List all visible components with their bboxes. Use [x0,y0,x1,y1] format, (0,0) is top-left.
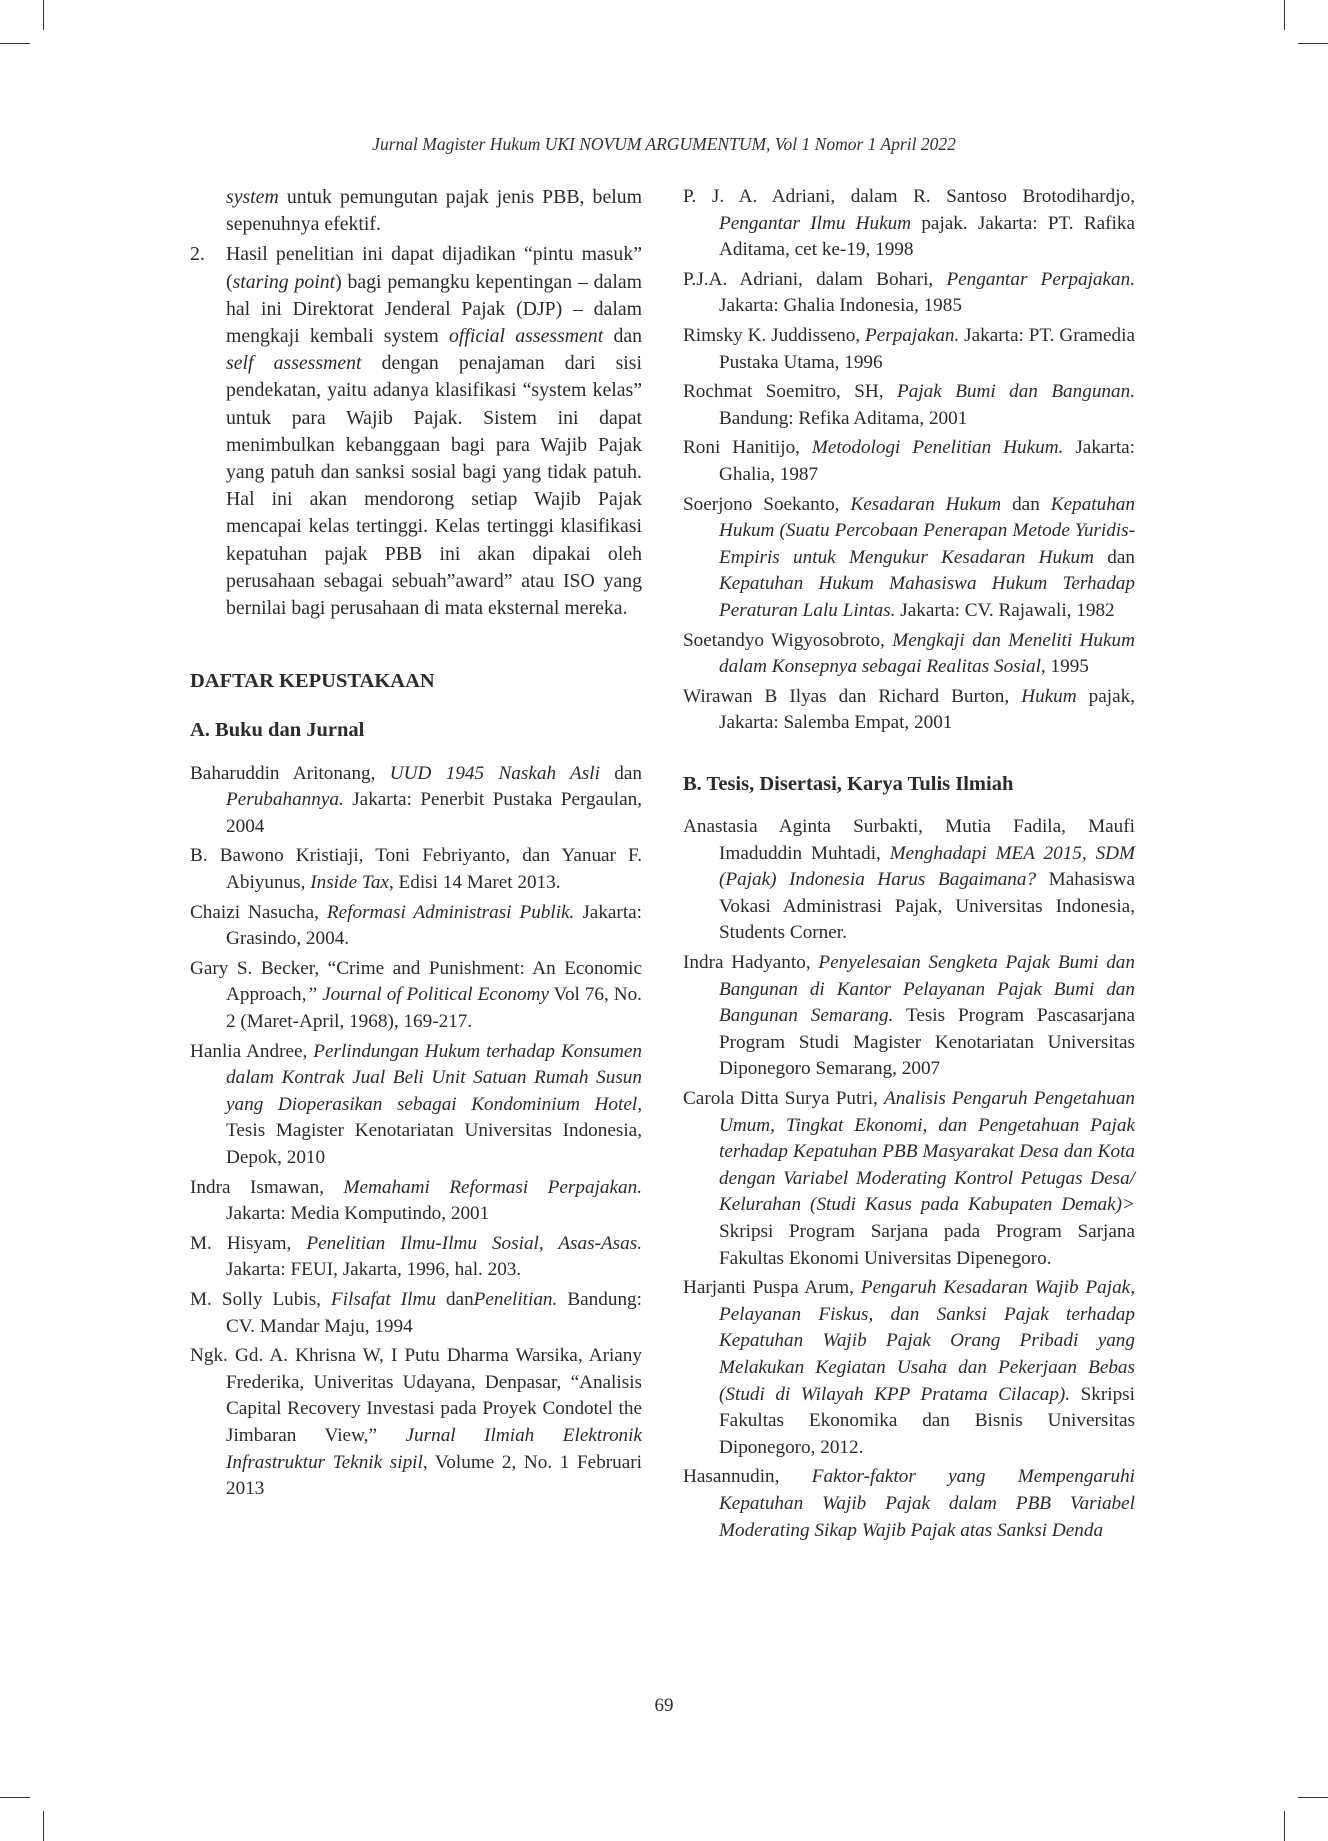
reference-entry: Soerjono Soekanto, Kesadaran Hukum dan Kepatuhan Hukum (Suatu Percobaan Penerapan Metode Yuridis-Empiris untuk Mengukur Kesadaran Hukum dan Kepatuhan Hukum Mahasiswa Hukum Terhadap Peraturan Lalu Lintas. Jakarta: CV. Rajawali, 1982 [683,493,1135,621]
reference-entry: Chaizi Nasucha, Reformasi Administrasi Publik. Jakarta: Grasindo, 2004. [190,901,642,950]
reference-entry: P. J. A. Adriani, dalam R. Santoso Brotodihardjo, Pengantar Ilmu Hukum pajak. Jakarta: PT. Rafika Aditama, cet ke-19, 1998 [683,186,1136,261]
heading-daftar-kepustakaan: DAFTAR KEPUSTAKAAN [190,670,435,693]
reference-entry: Soetandyo Wigyosobroto, Mengkaji dan Meneliti Hukum dalam Konsepnya sebagai Realitas Sosial, 1995 [683,629,1135,678]
reference-entry: Anastasia Aginta Surbakti, Mutia Fadila, Maufi Imaduddin Muhtadi, Menghadapi MEA 2015, SDM (Pajak) Indonesia Harus Bagaimana? Mahasiswa Vokasi Administrasi Pajak, Universitas Indonesia, Students Corner. [683,816,1136,944]
numbered-item-2 [190,241,642,622]
reference-entry: Hanlia Andree, Perlindungan Hukum terhadap Konsumen dalam Kontrak Jual Beli Unit Satuan Rumah Susun yang Dioperasikan sebagai Kondominium Hotel, Tesis Magister Kenotariatan Universitas Indonesia, Depok, 2010 [190,1040,642,1168]
reference-entry: Gary S. Becker, “Crime and Punishment: An Economic Approach,” Journal of Political Economy Vol 76, No. 2 (Maret-April, 1968), 169-217. [190,957,642,1032]
reference-entry: Carola Ditta Surya Putri, Analisis Pengaruh Pengetahuan Umum, Tingkat Ekonomi, dan Pengetahuan Pajak terhadap Kepatuhan PBB Masyarakat Desa dan Kota dengan Variabel Moderating Kontrol Petugas Desa/ Kelurahan (Studi Kasus pada Kabupaten Demak)> Skripsi Program Sarjana pada Program Sarjana Fakultas Ekonomi Universitas Dipenegoro. [683,1088,1136,1269]
crop-mark [1284,1811,1285,1841]
reference-entry: Roni Hanitijo, Metodologi Penelitian Hukum. Jakarta: Ghalia, 1987 [683,437,1135,485]
crop-mark [0,1797,30,1798]
continuation-paragraph: system untuk pemungutan pajak jenis PBB, belum sepenuhnya efektif. [226,186,642,236]
reference-entry: Rochmat Soemitro, SH, Pajak Bumi dan Bangunan. Bandung: Refika Aditama, 2001 [683,381,1135,429]
crop-mark [1284,0,1285,30]
reference-entry: B. Bawono Kristiaji, Toni Febriyanto, dan Yanuar F. Abiyunus, Inside Tax, Edisi 14 Maret 2013. [190,845,642,894]
heading-buku-dan-jurnal: A. Buku dan Jurnal [190,719,365,742]
reference-entry: M. Hisyam, Penelitian Ilmu-Ilmu Sosial, Asas-Asas. Jakarta: FEUI, Jakarta, 1996, hal. 203. [190,1232,643,1281]
reference-entry: Ngk. Gd. A. Khrisna W, I Putu Dharma Warsika, Ariany Frederika, Univeritas Udayana, Denpasar, “Analisis Capital Recovery Investasi pada Proyek Condotel the Jimbaran View,” Jurnal Ilmiah Elektronik Infrastruktur Teknik sipil, Volume 2, No. 1 Februari 2013 [190,1345,643,1500]
left-column [190,184,642,1503]
reference-entry: P.J.A. Adriani, dalam Bohari, Pengantar Perpajakan. Jakarta: Ghalia Indonesia, 1985 [683,268,1135,317]
reference-entry: Hasannudin, Faktor-faktor yang Mempengaruhi Kepatuhan Wajib Pajak dalam PBB Variabel Moderating Sikap Wajib Pajak atas Sanksi Denda [683,1466,1136,1541]
crop-mark [43,0,44,30]
reference-list-a [190,761,642,1503]
reference-entry: Wirawan B Ilyas dan Richard Burton, Hukum pajak, Jakarta: Salemba Empat, 2001 [683,685,1135,734]
item-text: Hasil penelitian ini dapat dijadikan “pintu masuk” (staring point) bagi pemangku kepentingan – dalam hal ini Direktorat Jenderal Pajak (DJP) – dalam mengkaji kembali system official assessment dan self assessment dengan penajaman dari sisi pendekatan, yaitu adanya klasifikasi “system kelas” untuk para Wajib Pajak. Sistem ini dapat menimbulkan kebanggaan bagi para Wajib Pajak yang patuh dan sanksi sosial bagi yang tidak patuh. Hal ini akan mendorong setiap Wajib Pajak mencapai kelas tertinggi. Kelas tertinggi klasifikasi kepatuhan pajak PBB ini akan dipakai oleh perusahaan sebagai sebuah”award” atau ISO yang bernilai bagi perusahaan di mata eksternal mereka. [226,243,643,620]
page-number: 69 [654,1695,674,1716]
crop-mark [0,43,30,44]
crop-mark [43,1811,44,1841]
heading-tesis-disertasi: B. Tesis, Disertasi, Karya Tulis Ilmiah [683,772,1014,795]
reference-entry: Harjanti Puspa Arum, Pengaruh Kesadaran Wajib Pajak, Pelayanan Fiskus, dan Sanksi Pajak terhadap Kepatuhan Wajib Pajak Orang Pribadi yang Melakukan Kegiatan Usaha dan Pekerjaan Bebas (Studi di Wilayah KPP Pratama Cilacap). Skripsi Fakultas Ekonomika dan Bisnis Universitas Diponegoro, 2012. [683,1277,1135,1458]
reference-entry: Baharuddin Aritonang, UUD 1945 Naskah Asli dan Perubahannya. Jakarta: Penerbit Pustaka Pergaulan, 2004 [190,762,642,837]
reference-list-a-continued [683,184,1135,737]
item-number: 2. [190,243,205,266]
reference-entry: Indra Ismawan, Memahami Reformasi Perpajakan. Jakarta: Media Komputindo, 2001 [190,1176,642,1225]
right-column [683,184,1135,1544]
crop-mark [1298,43,1328,44]
reference-entry: Rimsky K. Juddisseno, Perpajakan. Jakarta: PT. Gramedia Pustaka Utama, 1996 [683,324,1135,373]
reference-entry: Indra Hadyanto, Penyelesaian Sengketa Pajak Bumi dan Bangunan di Kantor Pelayanan Pajak Bumi dan Bangunan Semarang. Tesis Program Pascasarjana Program Studi Magister Kenotariatan Universitas Diponegoro Semarang, 2007 [683,952,1135,1080]
running-header: Jurnal Magister Hukum UKI NOVUM ARGUMENTUM, Vol 1 Nomor 1 April 2022 [372,134,956,154]
reference-list-b [683,814,1135,1544]
crop-mark [1298,1797,1328,1798]
reference-entry: M. Solly Lubis, Filsafat Ilmu danPenelitian. Bandung: CV. Mandar Maju, 1994 [190,1288,642,1337]
